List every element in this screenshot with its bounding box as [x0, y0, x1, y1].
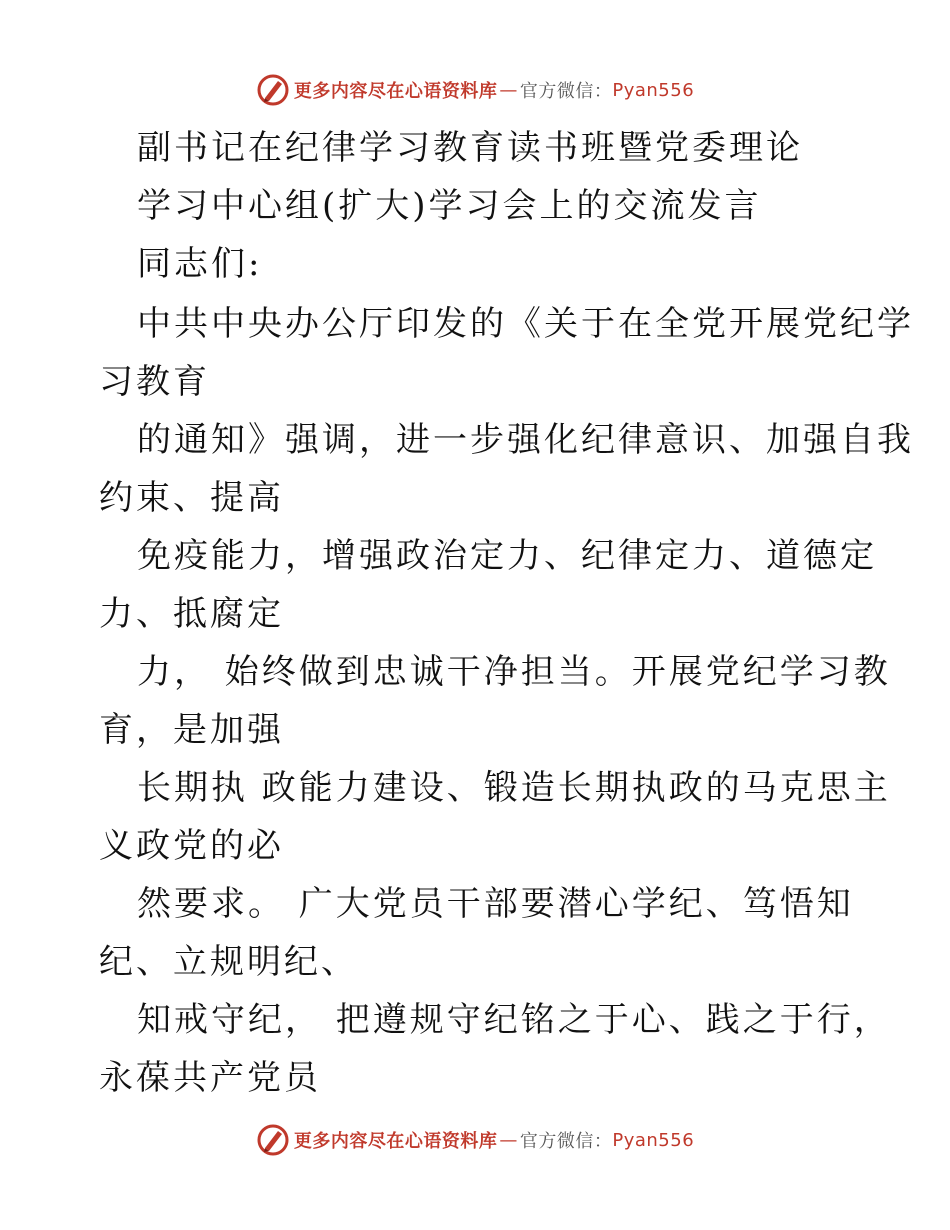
paragraph-line: 纪、立规明纪、: [99, 942, 358, 982]
paragraph-line: 的通知》强调，进一步强化纪律意识、加强自我: [137, 420, 914, 460]
paragraph-line: 永葆共产党员: [99, 1058, 321, 1098]
greeting: 同志们:: [137, 244, 263, 284]
title-line-1: 副书记在纪律学习教育读书班暨党委理论: [137, 128, 803, 168]
banner-wechat-label: 官方微信：: [519, 1131, 613, 1152]
banner-wechat-id: Pyan556: [612, 1129, 695, 1151]
banner-title: 更多内容尽在心语资料库: [293, 1131, 498, 1152]
banner-dash: —: [499, 1129, 518, 1151]
paragraph-line: 免疫能力，增强政治定力、纪律定力、道德定: [137, 536, 877, 576]
header-banner: [0, 70, 950, 110]
banner-wechat-label: 官方微信：: [519, 81, 613, 102]
paragraph-line: 力， 始终做到忠诚干净担当。开展党纪学习教: [137, 652, 891, 692]
paragraph-line: 知戒守纪， 把遵规守纪铭之于心、践之于行，: [137, 1000, 891, 1040]
title-line-2: 学习中心组(扩大)学习会上的交流发言: [137, 186, 762, 226]
banner-wechat-id: Pyan556: [612, 79, 695, 101]
paragraph-line: 义政党的必: [99, 826, 284, 866]
pen-logo-icon: [256, 73, 290, 107]
paragraph-line: 育，是加强: [99, 710, 284, 750]
paragraph-line: 力、抵腐定: [99, 594, 284, 634]
paragraph-line: 习教育: [99, 362, 210, 402]
paragraph-line: 中共中央办公厅印发的《关于在全党开展党纪学: [137, 304, 914, 344]
paragraph-line: 约束、提高: [99, 478, 284, 518]
banner-title: 更多内容尽在心语资料库: [293, 81, 498, 102]
banner-dash: —: [499, 79, 518, 101]
paragraph-line: 长期执 政能力建设、锻造长期执政的马克思主: [137, 768, 891, 808]
footer-banner: [0, 1120, 950, 1160]
pen-logo-icon: [256, 1123, 290, 1157]
paragraph-line: 然要求。 广大党员干部要潜心学纪、笃悟知: [137, 884, 854, 924]
